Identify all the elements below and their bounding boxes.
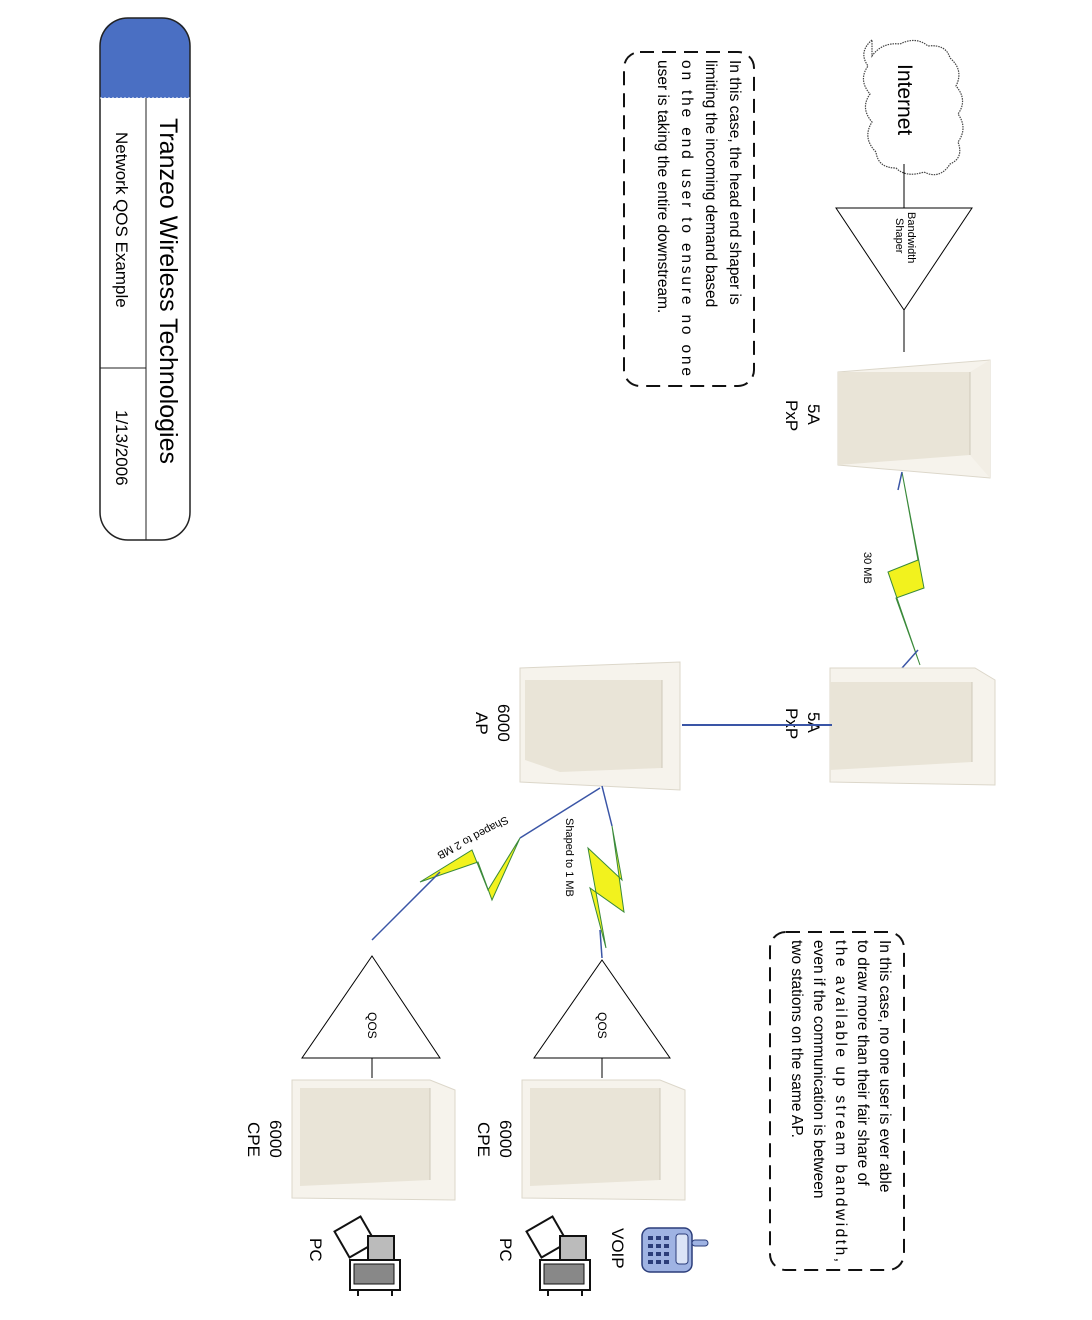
note-upstream-line-2: to draw more than their fair share of — [854, 940, 871, 1186]
note-upstream-line-1: In this case, no one user is ever able — [876, 940, 893, 1193]
qos-2 — [302, 956, 440, 1058]
company-name: Tranzeo Wireless Technologies — [154, 118, 182, 464]
voip-phone-icon — [642, 1228, 708, 1272]
pxp-panel-a — [782, 360, 990, 478]
shaper-label-line-2: Shaper — [893, 218, 905, 254]
cpe-1-label-line-2: CPE — [474, 1122, 493, 1157]
shaper-label-line-1: Bandwidth — [905, 212, 917, 264]
bandwidth-shaper — [836, 208, 972, 310]
title-block-header — [100, 18, 190, 98]
note-head-end-line-1: In this case, the head end shaper is — [726, 60, 743, 305]
cpe-1-label-line-1: 6000 — [496, 1120, 515, 1158]
cpe-panel-1 — [474, 1080, 685, 1200]
cpe-2-label-line-2: CPE — [244, 1122, 263, 1157]
pxp-a-label-line-1: 5A — [804, 404, 823, 425]
qos-1-label: QOS — [595, 1012, 609, 1039]
pxp-a-label-line-2: PxP — [782, 400, 801, 432]
pc-1-icon — [527, 1217, 590, 1296]
note-head-end — [624, 52, 754, 386]
note-upstream-line-4: even if the communication is between — [810, 940, 827, 1199]
pc-2-icon — [335, 1217, 400, 1296]
pc-2-label: PC — [306, 1238, 325, 1262]
cpe-2-link-label: Shaped to 2 MB — [434, 813, 511, 861]
voip-label: VOIP — [608, 1228, 627, 1269]
qos-1 — [534, 960, 670, 1058]
cpe-1-link-label: Shaped to 1 MB — [563, 818, 575, 897]
note-upstream-line-3: the available up stream bandwidth, — [832, 940, 849, 1262]
internet-cloud — [863, 40, 963, 175]
note-upstream — [770, 932, 904, 1270]
backhaul-link — [861, 472, 924, 668]
note-head-end-line-3: on the end user to ensure no one — [678, 60, 695, 376]
diagram-date: 1/13/2006 — [112, 410, 131, 486]
cpe-panel-2 — [244, 1080, 455, 1200]
pxp-b-label-line-2: PxP — [782, 708, 801, 740]
internet-label: Internet — [893, 64, 916, 136]
title-block — [100, 18, 190, 540]
cpe-2-label-line-1: 6000 — [266, 1120, 285, 1158]
qos-2-label: QOS — [365, 1012, 379, 1039]
note-head-end-line-2: limiting the incoming demand based — [702, 60, 719, 308]
ap-panel — [472, 662, 680, 790]
note-head-end-line-4: user is taking the entire downstream. — [654, 60, 671, 314]
link-cpe-1 — [563, 786, 624, 958]
pc-1-label: PC — [496, 1238, 515, 1262]
backhaul-label: 30 MB — [861, 552, 873, 584]
ap-label-line-2: AP — [472, 712, 491, 735]
ap-label-line-1: 6000 — [494, 704, 513, 742]
diagram-subtitle: Network QOS Example — [112, 132, 131, 308]
note-upstream-line-5: two stations on the same AP. — [788, 940, 805, 1138]
pxp-panel-b — [782, 668, 995, 785]
pxp-b-label-line-1: 5A — [804, 712, 823, 733]
